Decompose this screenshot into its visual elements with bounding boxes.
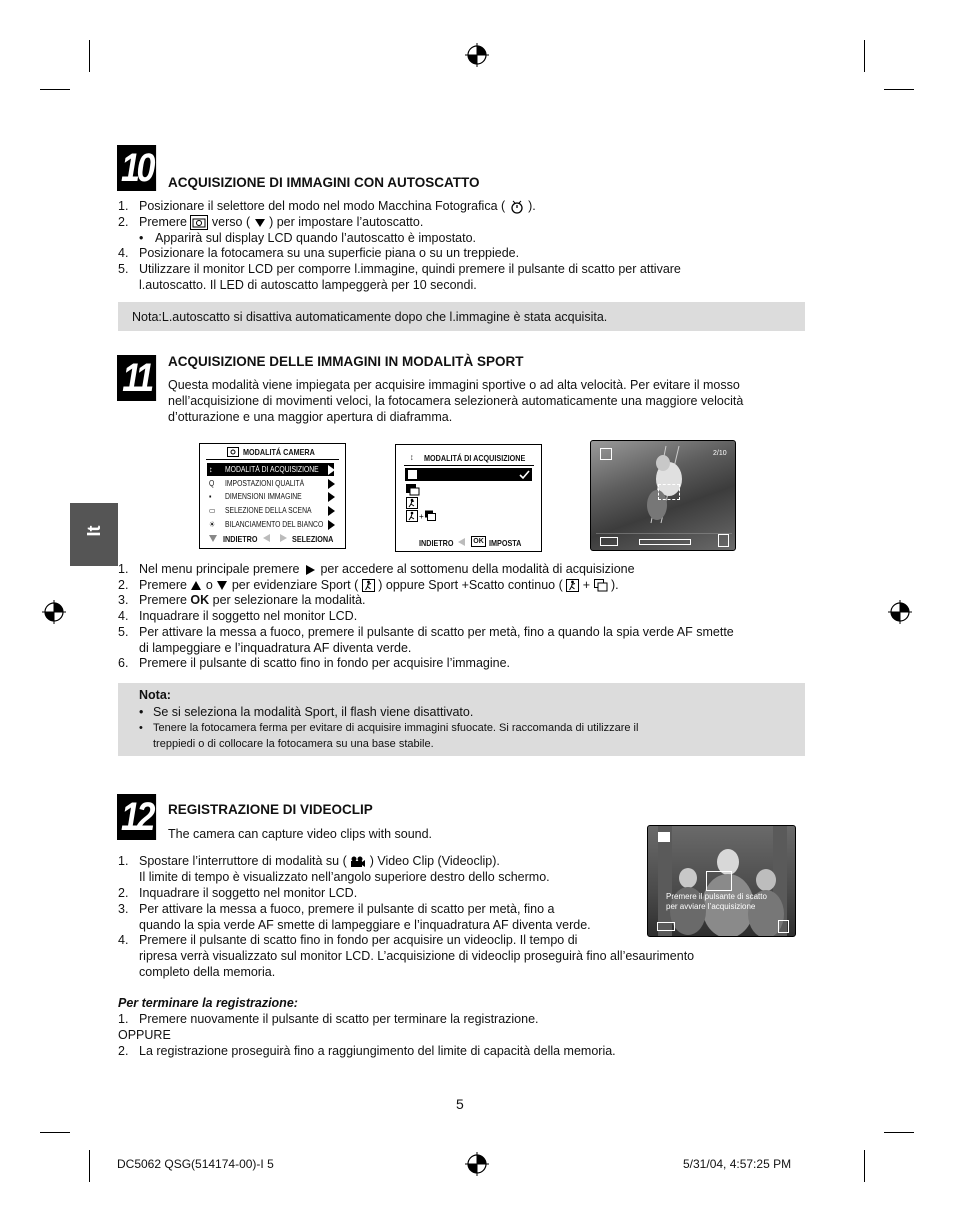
camera-mode-menu: MODALITÁ CAMERA ↕ MODALITÁ DI ACQUISIZIONE Q IMPOSTAZIONI QUALITÁ ▪ DIMENSIONI IMMAGINE ▭ SELEZIONE DELLA SCENA ☀ BILANCIAMENTO DEL BIANCO INDIETRO SELEZIONA: [199, 443, 346, 549]
crop-mark: [89, 1150, 90, 1182]
zoom-bar: [639, 539, 691, 545]
video-camera-icon: [350, 856, 366, 868]
crop-mark: [89, 40, 90, 72]
registration-mark-icon: [465, 1152, 489, 1176]
scene-icon: ▭: [209, 506, 216, 515]
registration-mark-icon: [888, 600, 912, 624]
arrow-right-icon: [328, 506, 335, 516]
capture-mode-icon: ↕: [209, 465, 213, 474]
step-text: Premere il pulsante di scatto fino in fondo per acquisire l’immagine.: [139, 656, 511, 670]
section-title: ACQUISIZIONE DI IMMAGINI CON AUTOSCATTO: [168, 175, 480, 190]
menu-item-label[interactable]: IMPOSTAZIONI QUALITÁ: [225, 479, 305, 488]
step-text: quando la spia verde AF smette di lampeggiare e l’inquadratura AF diventa verde.: [139, 918, 591, 932]
back-label: INDIETRO: [419, 538, 454, 548]
crop-mark: [864, 40, 865, 72]
step-text: Il limite di tempo è visualizzato nell’angolo superiore destro dello schermo.: [139, 870, 550, 884]
memory-card-icon: [778, 920, 789, 933]
intro-text: The camera can capture video clips with sound.: [168, 827, 433, 841]
intro-text: nell’acquisizione di movimenti veloci, la fotocamera selezionerà automaticamente una maggiore velocità: [168, 394, 744, 408]
down-arrow-icon: [216, 580, 228, 591]
section-title: REGISTRAZIONE DI VIDEOCLIP: [168, 802, 373, 817]
left-arrow-icon: [458, 538, 465, 546]
step-text: Per attivare la messa a fuoco, premere il pulsante di scatto per metà, fino a quando la spia verde AF smette: [139, 625, 734, 639]
crop-mark: [40, 1132, 70, 1133]
note-box: Nota: • Se si seleziona la modalità Sport, il flash viene disattivato. • Tenere la fotocamera ferma per evitare di acquisire immagini sfuocate. Si raccomanda di utilizzare il treppiedi o di collocare la fotocamera su una base stabile.: [118, 683, 805, 756]
intro-text: d’otturazione e una maggior apertura di diaframma.: [168, 410, 453, 424]
menu-item-label: MODALITÁ DI ACQUISIZIONE: [225, 465, 319, 474]
down-arrow-icon: [254, 218, 266, 228]
right-arrow-icon: [303, 564, 317, 576]
crop-mark: [884, 1132, 914, 1133]
screen-instruction: Premere il pulsante di scatto per avviare l’acquisizione: [666, 892, 767, 911]
menu-option-single[interactable]: [405, 468, 532, 481]
up-arrow-icon: [190, 580, 202, 591]
down-arrow-icon: [209, 535, 217, 542]
arrow-right-icon: [328, 492, 335, 502]
step-text: Inquadrare il soggetto nel monitor LCD.: [139, 609, 358, 623]
quality-icon: Q: [209, 479, 215, 488]
step-text: ripresa verrà visualizzato sul monitor LCD. L’acquisizione di videoclip proseguirà fino all’esaurimento: [139, 949, 695, 963]
sport-mode-preview-image: [590, 440, 736, 551]
self-timer-icon: [509, 200, 525, 214]
memory-card-icon: [718, 534, 729, 547]
step-text: Inquadrare il soggetto nel monitor LCD.: [139, 886, 358, 900]
crop-mark: [884, 89, 914, 90]
sport-mode-icon: [566, 579, 579, 592]
step-text: La registrazione proseguirà fino a raggiungimento del limite di capacità della memoria.: [139, 1044, 616, 1058]
step-text: Utilizzare il monitor LCD per comporre l.immagine, quindi premere il pulsante di scatto per attivare: [139, 262, 681, 276]
battery-icon: [657, 922, 675, 931]
crop-mark: [864, 1150, 865, 1182]
video-icon: [658, 832, 670, 842]
section-number: 12: [117, 794, 156, 840]
step-text: Spostare l’interruttore di modalità su ( ) Video Clip (Videoclip).: [139, 854, 500, 868]
image-size-icon: ▪: [209, 492, 212, 501]
svg-text:+: +: [419, 512, 424, 521]
section-number: 11: [117, 355, 156, 401]
battery-icon: [600, 537, 618, 546]
af-frame: [658, 484, 680, 500]
footer-left: DC5062 QSG(514174-00)-I 5: [117, 1157, 274, 1171]
camera-button-icon: [190, 215, 208, 230]
step-text: OPPURE: [118, 1028, 171, 1042]
menu-item-label[interactable]: DIMENSIONI IMMAGINE: [225, 492, 302, 501]
page-number: 5: [456, 1096, 464, 1112]
step-text: Nel menu principale premere per accedere al sottomenu della modalità di acquisizione: [139, 562, 635, 576]
sport-mode-icon: [362, 579, 375, 592]
single-shot-icon: [408, 470, 417, 479]
right-arrow-icon: [280, 534, 287, 542]
capture-mode-menu: ↕ MODALITÁ DI ACQUISIZIONE + INDIETRO OK IMPOSTA: [395, 444, 542, 552]
af-frame: [706, 871, 732, 891]
language-side-tab: It: [70, 503, 118, 566]
step-text: Premere o per evidenziare Sport ( ) oppure Sport +Scatto continuo ( + ).: [139, 578, 619, 592]
back-label: INDIETRO: [223, 534, 258, 544]
sport-mode-icon: [406, 497, 418, 509]
step-text: Per attivare la messa a fuoco, premere il pulsante di scatto per metà, fino a: [139, 902, 555, 916]
step-text: di lampeggiare e l’inquadratura AF diventa verde.: [139, 641, 412, 655]
intro-text: Questa modalità viene impiegata per acquisire immagini sportive o ad alta velocità. Per evitare il mosso: [168, 378, 740, 392]
arrow-right-icon: [328, 465, 335, 475]
menu-item-label[interactable]: BILANCIAMENTO DEL BIANCO: [225, 520, 324, 529]
registration-mark-icon: [465, 43, 489, 67]
step-text: Premere OK per selezionare la modalità.: [139, 593, 366, 607]
left-arrow-icon: [263, 534, 270, 542]
crop-mark: [40, 89, 70, 90]
subsection-title: Per terminare la registrazione:: [118, 996, 298, 1010]
arrow-right-icon: [328, 479, 335, 489]
video-preview-image: [647, 825, 796, 937]
registration-mark-icon: [42, 600, 66, 624]
footer-right: 5/31/04, 4:57:25 PM: [683, 1157, 792, 1171]
section-number: 10: [117, 145, 156, 191]
step-text: l.autoscatto. Il LED di autoscatto lampeggerà per 10 secondi.: [139, 278, 477, 292]
shot-counter: 2/10: [713, 450, 727, 457]
sport-mode-icon: [600, 448, 612, 460]
arrow-right-icon: [328, 520, 335, 530]
step-text: completo della memoria.: [139, 965, 276, 979]
note-box: Nota:L.autoscatto si disattiva automaticamente dopo che l.immagine è stata acquisita.: [118, 302, 805, 331]
sport-continuous-icon: [406, 510, 436, 522]
step-text: Premere il pulsante di scatto fino in fondo per acquisire un videoclip. Il tempo di: [139, 933, 578, 947]
set-label: IMPOSTA: [489, 538, 522, 548]
step-text: Posizionare la fotocamera su una superficie piana o su un treppiede.: [139, 246, 520, 260]
step-text: Premere verso ( ) per impostare l’autoscatto.: [139, 215, 424, 229]
select-label: SELEZIONA: [292, 534, 334, 544]
step-text: Premere nuovamente il pulsante di scatto per terminare la registrazione.: [139, 1012, 539, 1026]
menu-item-label[interactable]: SELEZIONE DELLA SCENA: [225, 506, 312, 515]
section-title: ACQUISIZIONE DELLE IMMAGINI IN MODALITÀ SPORT: [168, 354, 524, 369]
ok-button-label: OK: [471, 536, 486, 547]
white-balance-icon: ☀: [209, 520, 216, 529]
continuous-shot-icon: [594, 579, 608, 592]
step-text: Posizionare il selettore del modo nel modo Macchina Fotografica ( ).: [139, 199, 536, 213]
checkmark-icon: [519, 470, 530, 480]
continuous-shot-icon: [406, 484, 420, 496]
step-text: Apparirà sul display LCD quando l’autoscatto è impostato.: [155, 231, 477, 245]
camera-icon: [227, 447, 239, 457]
